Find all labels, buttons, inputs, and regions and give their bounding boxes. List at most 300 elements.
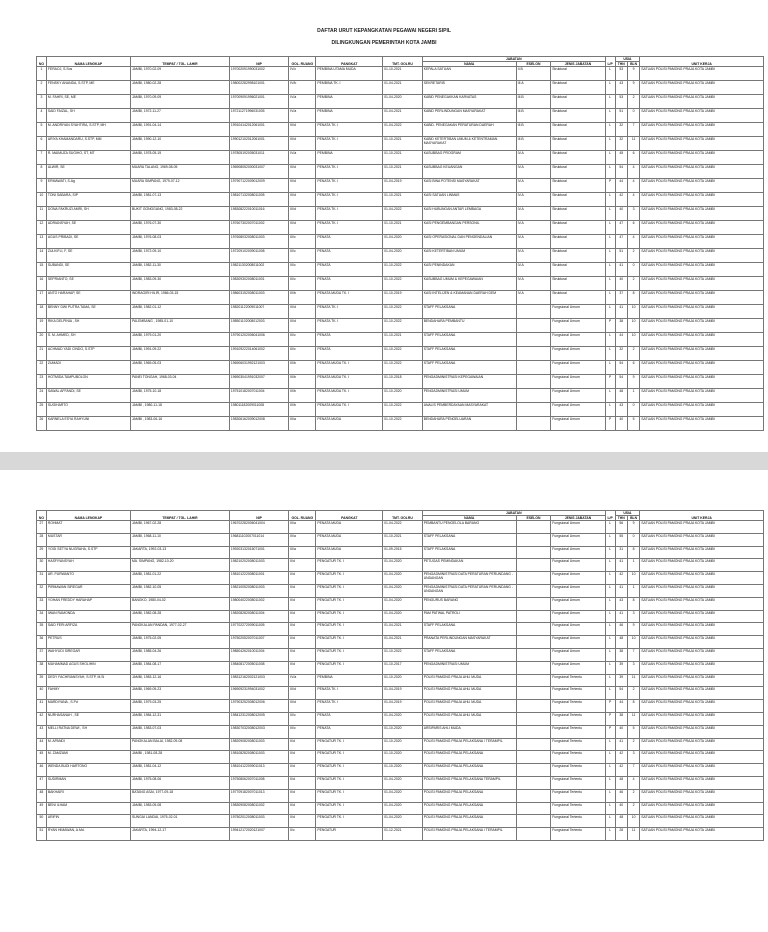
row-usia-thn: 48	[615, 636, 627, 649]
row-jenis-jabatan: Fungsional Tertentu	[551, 764, 605, 777]
row-jabatan: PENGADMINISTRASI UMUM	[422, 389, 516, 403]
row-no: 4	[37, 109, 47, 123]
row-jenis-jabatan: Struktural	[551, 95, 605, 109]
row-jabatan: KASI INTELIJEN & KEAMANAN DAERAH DEM	[422, 291, 516, 305]
row-usia-thn: 54	[615, 361, 627, 375]
row-jenis-jabatan: Fungsional Tertentu	[551, 751, 605, 764]
row-unit-kerja: SATUAN POLISI PAMONG PRAJA KOTA JAMBI	[640, 597, 764, 610]
row-ttl: JAMBI, 1982-08-28	[130, 610, 229, 623]
row-lp: L	[605, 137, 615, 151]
row-usia-bln: 9	[627, 67, 639, 81]
row-unit-kerja: SATUAN POLISI PAMONG PRAJA KOTA JAMBI	[640, 123, 764, 137]
row-unit-kerja: SATUAN POLISI PAMONG PRAJA KOTA JAMBI	[640, 277, 764, 291]
row-unit-kerja: SATUAN POLISI PAMONG PRAJA KOTA JAMBI	[640, 291, 764, 305]
table-row	[37, 67, 764, 81]
row-jenis-jabatan: Fungsional Tertentu	[551, 776, 605, 789]
row-nama: NURHASANAH , SE	[46, 712, 130, 725]
row-usia-thn: 54	[615, 687, 627, 700]
row-unit-kerja: SATUAN POLISI PAMONG PRAJA KOTA JAMBI	[640, 319, 764, 333]
row-tmt: 01-04-2020	[383, 584, 423, 597]
row-no: 7	[37, 151, 47, 165]
table-row	[37, 610, 764, 623]
row-nama: MARDIYANA , S.Pd	[46, 700, 130, 713]
row-nama: YOGI SETYA NUGRAHA, S.STP	[46, 546, 130, 559]
row-nip: 196909231994031002	[229, 687, 288, 700]
table-body-page-1	[37, 67, 764, 431]
row-usia-bln: 11	[627, 828, 639, 841]
row-pangkat: PENATA TK. I	[316, 165, 383, 179]
row-pangkat: PENATA MUDA	[316, 546, 383, 559]
row-tmt: 01-04-2019	[383, 700, 423, 713]
table-row	[37, 828, 764, 841]
row-unit-kerja: SATUAN POLISI PAMONG PRAJA KOTA JAMBI	[640, 815, 764, 828]
row-no: 48	[37, 789, 47, 802]
row-eselon: IV.A	[516, 249, 551, 263]
row-tmt: 01-10-2022	[383, 277, 423, 291]
row-no: 33	[37, 597, 47, 610]
row-usia-thn: 42	[615, 764, 627, 777]
row-usia-bln: 9	[627, 81, 639, 95]
row-nama: HOTMIDA TAMPUBOLON	[46, 375, 130, 389]
row-gol: III/d	[289, 319, 316, 333]
row-ttl: JAMBI, 1983-09-08	[130, 802, 229, 815]
table-row	[37, 403, 764, 417]
row-unit-kerja: SATUAN POLISI PAMONG PRAJA KOTA JAMBI	[640, 165, 764, 179]
row-jenis-jabatan: Fungsional Umum	[551, 623, 605, 636]
row-tmt: 01-10-2021	[383, 221, 423, 235]
table-row	[37, 776, 764, 789]
row-nama: WENDA BUDI HARTONO	[46, 764, 130, 777]
row-nama: ADRIANSYAH, SE	[46, 221, 130, 235]
row-nama: BAKHAIRI	[46, 789, 130, 802]
row-jenis-jabatan: Fungsional Umum	[551, 584, 605, 597]
row-jabatan: POLISI PAMONG PRAJA AHLI MUDA	[422, 687, 516, 700]
row-no: 10	[37, 193, 47, 207]
row-tmt: 01-04-2020	[383, 776, 423, 789]
row-lp: P	[605, 700, 615, 713]
row-eselon	[516, 572, 551, 585]
row-jenis-jabatan: Struktural	[551, 123, 605, 137]
row-gol: III/d	[289, 700, 316, 713]
col-header-thn: THN	[615, 62, 627, 67]
row-usia-bln: 1	[627, 389, 639, 403]
row-gol: IV/b	[289, 81, 316, 95]
row-jabatan: POLISI PAMONG PRAJA PELAKSANA	[422, 751, 516, 764]
row-pangkat: PEMBINA TK. I	[316, 81, 383, 95]
row-pangkat: PENATA MUDA TK. I	[316, 375, 383, 389]
row-lp: L	[605, 559, 615, 572]
header-row-top	[37, 511, 764, 516]
row-nama: PIRMAWAN SIREGAR	[46, 584, 130, 597]
row-tmt: 01-10-2021	[383, 165, 423, 179]
col-header-usia: USIA	[615, 511, 640, 516]
row-eselon: IV.A	[516, 235, 551, 249]
row-lp: L	[605, 636, 615, 649]
row-usia-bln: 10	[627, 815, 639, 828]
table-row	[37, 319, 764, 333]
row-usia-bln: 1	[627, 559, 639, 572]
row-nama: PETRUS	[46, 636, 130, 649]
row-unit-kerja: SATUAN POLISI PAMONG PRAJA KOTA JAMBI	[640, 712, 764, 725]
col-header-usia: USIA	[615, 57, 640, 62]
row-jabatan: PENGADMINISTRASI DATA PERATURAN PERUNDANG - UNDANGAN	[422, 584, 516, 597]
row-jenis-jabatan: Fungsional Tertentu	[551, 828, 605, 841]
row-unit-kerja: SATUAN POLISI PAMONG PRAJA KOTA JAMBI	[640, 221, 764, 235]
row-unit-kerja: SATUAN POLISI PAMONG PRAJA KOTA JAMBI	[640, 95, 764, 109]
row-no: 21	[37, 347, 47, 361]
row-unit-kerja: SATUAN POLISI PAMONG PRAJA KOTA JAMBI	[640, 305, 764, 319]
row-jenis-jabatan: Struktural	[551, 277, 605, 291]
row-pangkat: PENATA TK. I	[316, 207, 383, 221]
row-unit-kerja: SATUAN POLISI PAMONG PRAJA KOTA JAMBI	[640, 249, 764, 263]
row-usia-thn: 41	[615, 559, 627, 572]
row-jabatan: PRANATA PERLINDUNGAN MASYARAKAT	[422, 636, 516, 649]
document-title: DAFTAR URUT KEPANGKATAN PEGAWAI NEGERI SIPIL	[317, 28, 451, 34]
row-gol: II/d	[289, 572, 316, 585]
row-ttl: JAMBI, 1982-10-05	[130, 584, 229, 597]
row-jabatan: PENGURUS BARANG	[422, 597, 516, 610]
row-nama: ARIFIN	[46, 815, 130, 828]
row-usia-thn: 32	[615, 137, 627, 151]
row-tmt: 01-04-2020	[383, 789, 423, 802]
row-nama: AR. PURWANTO	[46, 572, 130, 585]
row-gol: II/d	[289, 559, 316, 572]
row-pangkat: PENATA MUDA	[316, 417, 383, 431]
row-ttl: JAMBI , 1983-06-16	[130, 417, 229, 431]
row-pangkat: PENATA	[316, 249, 383, 263]
row-ttl: MUARA SIMPANG, 1979-07-12	[130, 179, 229, 193]
row-pangkat: PEMBINA UTAMA MUDA	[316, 67, 383, 81]
row-usia-bln: 10	[627, 333, 639, 347]
row-tmt: 01-10-2022	[383, 319, 423, 333]
row-nama: AGUS PRIBADI, SE	[46, 235, 130, 249]
row-gol: II/d	[289, 764, 316, 777]
row-lp: L	[605, 67, 615, 81]
row-eselon	[516, 403, 551, 417]
table-row	[37, 417, 764, 431]
row-gol: III/c	[289, 333, 316, 347]
row-tmt: 01-04-2022	[383, 521, 423, 534]
row-jabatan: POLISI PAMONG PRAJA PELAKSANA / TERAMPIL	[422, 738, 516, 751]
row-eselon	[516, 546, 551, 559]
row-jenis-jabatan: Struktural	[551, 151, 605, 165]
row-eselon	[516, 361, 551, 375]
col-header-gol: GOL. RUANG	[289, 511, 316, 521]
row-nip: 197009091996021001	[229, 95, 288, 109]
row-jenis-jabatan: Fungsional Tertentu	[551, 725, 605, 738]
row-nama: SAID FERI ARFIZA	[46, 623, 130, 636]
row-nip: 197709182007011013	[229, 789, 288, 802]
row-ttl: PANGKALAN PANDAN, 1977-02-27	[130, 623, 229, 636]
row-jabatan: STAFF PELAKSANA	[422, 533, 516, 546]
row-nip: 196811102007011014	[229, 533, 288, 546]
table-row	[37, 193, 764, 207]
row-pangkat: PENATA TK. I	[316, 123, 383, 137]
row-no: 17	[37, 291, 47, 305]
row-gol: III/a	[289, 546, 316, 559]
row-usia-thn: 39	[615, 661, 627, 674]
table-row	[37, 305, 764, 319]
row-gol: III/c	[289, 263, 316, 277]
row-jenis-jabatan: Fungsional Umum	[551, 546, 605, 559]
row-nama: SUBANDI, SE	[46, 263, 130, 277]
row-eselon: II.B	[516, 67, 551, 81]
row-tmt: 01-10-2022	[383, 417, 423, 431]
row-ttl: JAMBI, 1972-11-27	[130, 109, 229, 123]
row-lp: P	[605, 319, 615, 333]
row-gol: II/d	[289, 636, 316, 649]
row-ttl: JAKARTA, 1992-03-13	[130, 546, 229, 559]
row-eselon	[516, 375, 551, 389]
row-usia-thn: 41	[615, 738, 627, 751]
row-nip: 199203132015071001	[229, 546, 288, 559]
table-row	[37, 789, 764, 802]
row-nip: 198408172005011008	[229, 661, 288, 674]
row-gol: III/c	[289, 249, 316, 263]
row-nip: 197209102009011008	[229, 249, 288, 263]
row-nama: ARIYA KHAMANDARU, S.STP, MM	[46, 137, 130, 151]
col-header-tmt: TMT. GOLRU	[383, 57, 423, 67]
row-tmt: 01-04-2022	[383, 123, 423, 137]
row-tmt: 01-04-2020	[383, 235, 423, 249]
row-jabatan: PENGADMINISTRASI UMUM	[422, 661, 516, 674]
row-tmt: 01-10-2019	[383, 291, 423, 305]
table-row	[37, 572, 764, 585]
row-jabatan: ANALIS PEMBERDAYAAN MASYARAKAT	[422, 403, 516, 417]
row-unit-kerja: SATUAN POLISI PAMONG PRAJA KOTA JAMBI	[640, 347, 764, 361]
row-eselon	[516, 776, 551, 789]
row-gol: IV/a	[289, 674, 316, 687]
row-lp: L	[605, 123, 615, 137]
table-row	[37, 674, 764, 687]
row-usia-bln: 2	[627, 347, 639, 361]
col-header-nama: NAMA LENGKAP	[46, 511, 130, 521]
row-usia-thn: 41	[615, 305, 627, 319]
row-eselon	[516, 597, 551, 610]
row-nip: 198210052008011003	[229, 584, 288, 597]
row-nip: 198011182009011008	[229, 403, 288, 417]
row-lp: L	[605, 235, 615, 249]
row-pangkat: PENGATUR TK. I	[316, 623, 383, 636]
row-tmt: 01-04-2020	[383, 597, 423, 610]
row-eselon: IV.A	[516, 263, 551, 277]
row-nip: 198208282008011004	[229, 610, 288, 623]
col-header-nip: NIP	[229, 57, 288, 67]
row-no: 27	[37, 521, 47, 534]
row-usia-thn: 39	[615, 674, 627, 687]
row-usia-bln: 5	[627, 417, 639, 431]
row-nama: FERAOJ, S.Sos	[46, 67, 130, 81]
row-lp: L	[605, 789, 615, 802]
col-header-bln: BLN	[627, 62, 639, 67]
row-tmt: 01-10-2022	[383, 403, 423, 417]
row-eselon	[516, 674, 551, 687]
row-jenis-jabatan: Fungsional Umum	[551, 375, 605, 389]
row-no: 44	[37, 738, 47, 751]
row-pangkat: PENGATUR TK. I	[316, 610, 383, 623]
row-usia-thn: 44	[615, 179, 627, 193]
row-nama: MELLI RATNA DEWI , SH	[46, 725, 130, 738]
row-jenis-jabatan: Fungsional Umum	[551, 610, 605, 623]
row-lp: L	[605, 207, 615, 221]
row-unit-kerja: SATUAN POLISI PAMONG PRAJA KOTA JAMBI	[640, 333, 764, 347]
row-unit-kerja: SATUAN POLISI PAMONG PRAJA KOTA JAMBI	[640, 751, 764, 764]
row-pangkat: PENGATUR	[316, 828, 383, 841]
row-tmt: 01-10-2021	[383, 67, 423, 81]
row-usia-bln: 3	[627, 610, 639, 623]
row-gol: III/a	[289, 533, 316, 546]
row-gol: III/d	[289, 193, 316, 207]
row-tmt: 01-04-2021	[383, 109, 423, 123]
row-eselon	[516, 623, 551, 636]
row-eselon	[516, 389, 551, 403]
row-nip: 198307032008012003	[229, 725, 288, 738]
row-pangkat: PENATA MUDA TK. I	[316, 361, 383, 375]
row-pangkat: PENGATUR TK. I	[316, 776, 383, 789]
row-usia-bln: 1	[627, 584, 639, 597]
row-jenis-jabatan: Fungsional Umum	[551, 319, 605, 333]
row-lp: L	[605, 81, 615, 95]
col-header-jabatan: JABATAN	[422, 511, 605, 516]
row-no: 3	[37, 95, 47, 109]
row-gol: III/b	[289, 361, 316, 375]
row-no: 8	[37, 165, 47, 179]
row-tmt: 01-04-2020	[383, 815, 423, 828]
row-usia-bln: 4	[627, 235, 639, 249]
row-no: 49	[37, 802, 47, 815]
row-nip: 198108282008011003	[229, 751, 288, 764]
row-nip: 197903252008012006	[229, 700, 288, 713]
row-eselon: III.A	[516, 81, 551, 95]
row-jabatan: KASI OPERASIONAL DAN PENGENDALIAN	[422, 235, 516, 249]
row-lp: L	[605, 687, 615, 700]
row-unit-kerja: SATUAN POLISI PAMONG PRAJA KOTA JAMBI	[640, 636, 764, 649]
row-pangkat: PEMBINA	[316, 95, 383, 109]
row-eselon	[516, 738, 551, 751]
row-gol: II/d	[289, 597, 316, 610]
row-nama: M. APANDI	[46, 738, 130, 751]
row-pangkat: PENATA MUDA	[316, 521, 383, 534]
row-usia-thn: 31	[615, 546, 627, 559]
row-pangkat: PENATA MUDA	[316, 533, 383, 546]
row-eselon: III.B	[516, 95, 551, 109]
row-nip: 198002282998101001	[229, 81, 288, 95]
row-usia-bln: 5	[627, 725, 639, 738]
row-jenis-jabatan: Struktural	[551, 165, 605, 179]
row-no: 47	[37, 776, 47, 789]
row-unit-kerja: SATUAN POLISI PAMONG PRAJA KOTA JAMBI	[640, 687, 764, 700]
row-lp: L	[605, 389, 615, 403]
row-gol: III/b	[289, 389, 316, 403]
row-nip: 198501102008012003	[229, 319, 288, 333]
row-usia-thn: 48	[615, 776, 627, 789]
row-gol: II/d	[289, 802, 316, 815]
row-nama: MUSTAR	[46, 533, 130, 546]
table-row	[37, 165, 764, 179]
row-gol: IV/a	[289, 95, 316, 109]
row-nama: FENSKY ANANDA, S.STP, ME	[46, 81, 130, 95]
row-unit-kerja: SATUAN POLISI PAMONG PRAJA KOTA JAMBI	[640, 738, 764, 751]
row-nip: 197508062007011008	[229, 776, 288, 789]
row-gol: II/d	[289, 648, 316, 661]
row-lp: L	[605, 165, 615, 179]
table-row	[37, 802, 764, 815]
row-jabatan: PEMBANTU PENGELOLA BARANG	[422, 521, 516, 534]
row-eselon	[516, 802, 551, 815]
row-jenis-jabatan: Struktural	[551, 137, 605, 151]
row-pangkat: PEMBINA	[316, 109, 383, 123]
row-jabatan: KABID PENEGAKKAN KARVATAS	[422, 95, 516, 109]
row-ttl: JAMBI, 1984-12-31	[130, 712, 229, 725]
row-unit-kerja: SATUAN POLISI PAMONG PRAJA KOTA JAMBI	[640, 572, 764, 585]
row-nip: 197510182007011004	[229, 389, 288, 403]
row-jenis-jabatan: Fungsional Umum	[551, 521, 605, 534]
row-eselon: III.B	[516, 137, 551, 151]
row-ttl: JAMBI, 1984-08-17	[130, 661, 229, 674]
table-row	[37, 725, 764, 738]
row-usia-bln: 7	[627, 648, 639, 661]
row-nama: SUGIHARTO	[46, 403, 130, 417]
row-lp: L	[605, 193, 615, 207]
col-header-nama-jabatan: NAMA	[422, 516, 516, 521]
row-ttl: JAMBI, 1979-01-20	[130, 333, 229, 347]
row-nama: M. ZAMZAMI	[46, 751, 130, 764]
row-ttl: JAMBI, 1975-02-05	[130, 636, 229, 649]
row-jabatan: KASI PENGEMBANGAN PERSONIL	[422, 221, 516, 235]
row-no: 18	[37, 305, 47, 319]
row-eselon	[516, 584, 551, 597]
row-jenis-jabatan: Fungsional Umum	[551, 389, 605, 403]
row-usia-bln: 9	[627, 375, 639, 389]
row-jenis-jabatan: Struktural	[551, 291, 605, 305]
row-ttl: JAMBI, 1981-01-22	[130, 572, 229, 585]
row-gol: III/c	[289, 235, 316, 249]
table-row	[37, 533, 764, 546]
row-jenis-jabatan: Struktural	[551, 109, 605, 123]
row-usia-thn: 51	[615, 249, 627, 263]
row-jabatan: POLISI PAMONG PRAJA PELAKSANA	[422, 789, 516, 802]
row-no: 16	[37, 277, 47, 291]
row-gol: III/a	[289, 417, 316, 431]
table-row	[37, 347, 764, 361]
row-no: 6	[37, 137, 47, 151]
row-usia-thn: 38	[615, 648, 627, 661]
row-no: 45	[37, 751, 47, 764]
row-lp: P	[605, 417, 615, 431]
table-row	[37, 221, 764, 235]
row-jabatan: KABID. PENEGAKAN PERATURAN DAERAH	[422, 123, 516, 137]
row-eselon	[516, 610, 551, 623]
row-usia-thn: 41	[615, 610, 627, 623]
row-nip: 198504262010011004	[229, 648, 288, 661]
row-gol: III/c	[289, 712, 316, 725]
row-jabatan: POLISI PAMONG PRAJA AHLI MUDA	[422, 700, 516, 713]
row-usia-thn: 42	[615, 193, 627, 207]
row-pangkat: PENGATUR TK. I	[316, 764, 383, 777]
row-ttl: JAMBI, 1976-07-30	[130, 221, 229, 235]
row-gol: IV/a	[289, 151, 316, 165]
row-nama: YOHAN FREDDY HARAHAP	[46, 597, 130, 610]
row-tmt: 01-10-2022	[383, 648, 423, 661]
row-eselon: IV.A	[516, 193, 551, 207]
row-no: 24	[37, 389, 47, 403]
row-ttl: JAMBI, 1983-07-03	[130, 725, 229, 738]
table-row	[37, 277, 764, 291]
row-nama: RYAN HIMAWAN, A.Md.	[46, 828, 130, 841]
col-header-thn: THN	[615, 516, 627, 521]
row-tmt: 01-09-2015	[383, 546, 423, 559]
row-nip: 197002091990031002	[229, 67, 288, 81]
